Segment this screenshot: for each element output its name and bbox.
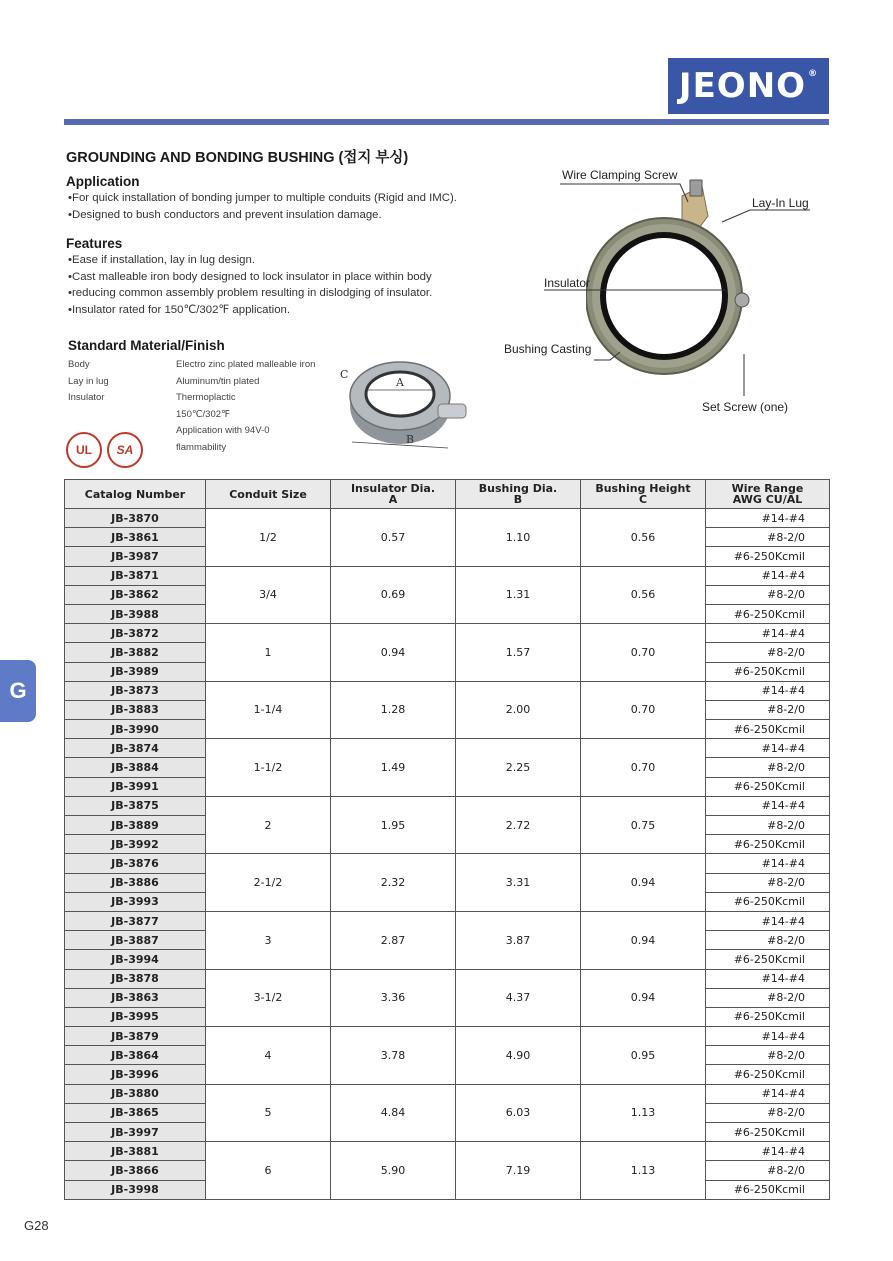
header-catalog-number: Catalog Number xyxy=(65,480,206,509)
catalog-number-cell: JB-3990 xyxy=(65,720,206,739)
catalog-number-cell: JB-3994 xyxy=(65,950,206,969)
catalog-number-cell: JB-3989 xyxy=(65,662,206,681)
insulator-dia-cell: 1.28 xyxy=(331,681,456,739)
material-row xyxy=(68,407,326,424)
material-value: Application with 94V-0 xyxy=(176,425,270,436)
bushing-dia-cell: 1.31 xyxy=(456,566,581,624)
table-body xyxy=(65,509,830,1200)
insulator-dia-cell: 0.69 xyxy=(331,566,456,624)
features-heading: Features xyxy=(66,236,123,251)
catalog-number-cell: JB-3995 xyxy=(65,1007,206,1026)
bushing-dimension-drawing xyxy=(338,348,478,456)
table-row xyxy=(65,566,830,585)
wire-range-cell: #6-250Kcmil xyxy=(706,1065,830,1084)
wire-range-cell: #14-#4 xyxy=(706,796,830,815)
bushing-height-cell: 0.70 xyxy=(581,624,706,682)
wire-range-cell: #14-#4 xyxy=(706,1142,830,1161)
conduit-size-cell: 5 xyxy=(206,1084,331,1142)
conduit-size-cell: 3 xyxy=(206,911,331,969)
catalog-number-cell: JB-3863 xyxy=(65,988,206,1007)
wire-range-cell: #6-250Kcmil xyxy=(706,547,830,566)
wire-range-cell: #6-250Kcmil xyxy=(706,720,830,739)
insulator-dia-cell: 1.49 xyxy=(331,739,456,797)
conduit-size-cell: 2-1/2 xyxy=(206,854,331,912)
page-number: G28 xyxy=(24,1218,49,1233)
catalog-number-cell: JB-3886 xyxy=(65,873,206,892)
table-header-row xyxy=(65,480,830,509)
csa-text: SA xyxy=(116,443,134,457)
material-row xyxy=(68,423,326,440)
catalog-number-cell: JB-3887 xyxy=(65,931,206,950)
wire-range-cell: #14-#4 xyxy=(706,566,830,585)
wire-range-cell: #6-250Kcmil xyxy=(706,1123,830,1142)
table-row xyxy=(65,854,830,873)
catalog-number-cell: JB-3879 xyxy=(65,1027,206,1046)
material-value: Thermoplactic xyxy=(176,392,236,403)
wire-range-cell: #6-250Kcmil xyxy=(706,604,830,623)
bushing-dia-cell: 3.31 xyxy=(456,854,581,912)
wire-range-cell: #14-#4 xyxy=(706,509,830,528)
callout-set-screw: Set Screw (one) xyxy=(702,400,789,414)
catalog-number-cell: JB-3864 xyxy=(65,1046,206,1065)
catalog-number-cell: JB-3882 xyxy=(65,643,206,662)
catalog-number-cell: JB-3866 xyxy=(65,1161,206,1180)
csa-cert-icon xyxy=(107,432,143,468)
wire-range-cell: #6-250Kcmil xyxy=(706,1180,830,1199)
material-key: Insulator xyxy=(68,392,105,403)
conduit-size-cell: 3/4 xyxy=(206,566,331,624)
list-item: • For quick installation of bonding jumper to multiple conduits (Rigid and IMC). xyxy=(68,190,508,207)
callout-lay-in-lug: Lay-In Lug xyxy=(752,196,809,210)
catalog-number-cell: JB-3861 xyxy=(65,528,206,547)
table-row xyxy=(65,969,830,988)
catalog-number-cell: JB-3862 xyxy=(65,585,206,604)
wire-range-cell: #8-2/0 xyxy=(706,1103,830,1122)
brand-name: JEONO xyxy=(678,66,807,106)
catalog-number-cell: JB-3996 xyxy=(65,1065,206,1084)
wire-range-cell: #6-250Kcmil xyxy=(706,777,830,796)
bushing-dia-cell: 2.72 xyxy=(456,796,581,854)
bushing-height-cell: 0.70 xyxy=(581,681,706,739)
wire-range-cell: #8-2/0 xyxy=(706,528,830,547)
bushing-dia-cell: 1.10 xyxy=(456,509,581,567)
wire-range-cell: #6-250Kcmil xyxy=(706,892,830,911)
material-row xyxy=(68,390,326,407)
spec-table xyxy=(64,479,830,1200)
list-item: • Insulator rated for 150℃/302℉ application. xyxy=(68,302,508,319)
bushing-height-cell: 1.13 xyxy=(581,1084,706,1142)
bushing-height-cell: 0.75 xyxy=(581,796,706,854)
table-row xyxy=(65,624,830,643)
conduit-size-cell: 6 xyxy=(206,1142,331,1200)
catalog-number-cell: JB-3992 xyxy=(65,835,206,854)
insulator-dia-cell: 2.32 xyxy=(331,854,456,912)
wire-range-cell: #6-250Kcmil xyxy=(706,1007,830,1026)
conduit-size-cell: 1 xyxy=(206,624,331,682)
bushing-height-cell: 1.13 xyxy=(581,1142,706,1200)
material-value: 150℃/302℉ xyxy=(176,408,231,420)
catalog-number-cell: JB-3870 xyxy=(65,509,206,528)
ul-cert-icon xyxy=(66,432,102,468)
wire-range-cell: #6-250Kcmil xyxy=(706,835,830,854)
bushing-dia-cell: 4.37 xyxy=(456,969,581,1027)
bushing-height-cell: 0.94 xyxy=(581,854,706,912)
wire-range-cell: #14-#4 xyxy=(706,854,830,873)
bushing-dia-cell: 1.57 xyxy=(456,624,581,682)
catalog-number-cell: JB-3878 xyxy=(65,969,206,988)
insulator-dia-cell: 3.36 xyxy=(331,969,456,1027)
table-row xyxy=(65,1142,830,1161)
insulator-dia-cell: 5.90 xyxy=(331,1142,456,1200)
conduit-size-cell: 4 xyxy=(206,1027,331,1085)
material-heading: Standard Material/Finish xyxy=(68,338,225,353)
callout-insulator: Insulator xyxy=(544,276,591,290)
material-value: flammability xyxy=(176,441,227,453)
application-heading: Application xyxy=(66,174,140,189)
catalog-number-cell: JB-3987 xyxy=(65,547,206,566)
wire-range-cell: #14-#4 xyxy=(706,1084,830,1103)
wire-range-cell: #8-2/0 xyxy=(706,931,830,950)
table-row xyxy=(65,911,830,930)
wire-range-cell: #6-250Kcmil xyxy=(706,950,830,969)
wire-range-cell: #14-#4 xyxy=(706,969,830,988)
list-item: • Designed to bush conductors and prevent insulation damage. xyxy=(68,207,508,224)
dim-a-label: A xyxy=(396,376,404,389)
table-row xyxy=(65,1027,830,1046)
material-row xyxy=(68,374,326,391)
dim-b-label: B xyxy=(406,433,415,446)
bushing-height-cell: 0.70 xyxy=(581,739,706,797)
header-bushing-height: Bushing Height C xyxy=(581,480,706,509)
callout-bushing-casting: Bushing Casting xyxy=(504,342,592,356)
section-tab[interactable]: G xyxy=(0,660,36,722)
material-row xyxy=(68,357,326,374)
catalog-number-cell: JB-3988 xyxy=(65,604,206,623)
material-value: Electro zinc plated malleable iron xyxy=(176,359,316,370)
table-row xyxy=(65,509,830,528)
conduit-size-cell: 2 xyxy=(206,796,331,854)
page-title: GROUNDING AND BONDING BUSHING (접지 부싱) xyxy=(66,150,409,166)
catalog-number-cell: JB-3998 xyxy=(65,1180,206,1199)
catalog-number-cell: JB-3880 xyxy=(65,1084,206,1103)
wire-range-cell: #8-2/0 xyxy=(706,1161,830,1180)
header-bushing-dia: Bushing Dia. B xyxy=(456,480,581,509)
insulator-dia-cell: 1.95 xyxy=(331,796,456,854)
catalog-number-cell: JB-3865 xyxy=(65,1103,206,1122)
bushing-height-cell: 0.94 xyxy=(581,911,706,969)
material-list xyxy=(68,357,326,456)
header-conduit-size: Conduit Size xyxy=(206,480,331,509)
catalog-number-cell: JB-3884 xyxy=(65,758,206,777)
catalog-number-cell: JB-3871 xyxy=(65,566,206,585)
wire-range-cell: #6-250Kcmil xyxy=(706,662,830,681)
bushing-dia-cell: 2.25 xyxy=(456,739,581,797)
material-key: Body xyxy=(68,359,90,370)
insulator-dia-cell: 4.84 xyxy=(331,1084,456,1142)
list-item: • reducing common assembly problem resulting in dislodging of insulator. xyxy=(68,285,508,302)
wire-range-cell: #8-2/0 xyxy=(706,758,830,777)
bushing-dia-cell: 4.90 xyxy=(456,1027,581,1085)
bushing-dia-cell: 7.19 xyxy=(456,1142,581,1200)
bushing-height-cell: 0.56 xyxy=(581,509,706,567)
insulator-dia-cell: 0.57 xyxy=(331,509,456,567)
catalog-number-cell: JB-3873 xyxy=(65,681,206,700)
conduit-size-cell: 1-1/4 xyxy=(206,681,331,739)
material-key xyxy=(68,407,176,424)
wire-range-cell: #14-#4 xyxy=(706,681,830,700)
catalog-number-cell: JB-3993 xyxy=(65,892,206,911)
bushing-height-cell: 0.56 xyxy=(581,566,706,624)
bushing-dia-cell: 2.00 xyxy=(456,681,581,739)
catalog-number-cell: JB-3876 xyxy=(65,854,206,873)
wire-range-cell: #8-2/0 xyxy=(706,585,830,604)
registered-mark: ® xyxy=(808,69,819,79)
table-row xyxy=(65,1084,830,1103)
catalog-number-cell: JB-3875 xyxy=(65,796,206,815)
bushing-height-cell: 0.94 xyxy=(581,969,706,1027)
wire-range-cell: #8-2/0 xyxy=(706,873,830,892)
catalog-number-cell: JB-3874 xyxy=(65,739,206,758)
dim-c-label: C xyxy=(340,368,349,381)
bushing-dia-cell: 6.03 xyxy=(456,1084,581,1142)
conduit-size-cell: 1/2 xyxy=(206,509,331,567)
material-key: Lay in lug xyxy=(68,375,109,387)
catalog-number-cell: JB-3877 xyxy=(65,911,206,930)
header-wire-range: Wire Range AWG CU/AL xyxy=(706,480,830,509)
ul-text: UL xyxy=(76,443,92,457)
wire-range-cell: #8-2/0 xyxy=(706,643,830,662)
header-insulator-dia: Insulator Dia. A xyxy=(331,480,456,509)
bushing-dia-cell: 3.87 xyxy=(456,911,581,969)
material-value: Aluminum/tin plated xyxy=(176,375,260,387)
wire-range-cell: #14-#4 xyxy=(706,739,830,758)
wire-range-cell: #8-2/0 xyxy=(706,816,830,835)
bushing-lug xyxy=(438,404,466,418)
bushing-height-cell: 0.95 xyxy=(581,1027,706,1085)
insulator-dia-cell: 2.87 xyxy=(331,911,456,969)
wire-range-cell: #8-2/0 xyxy=(706,1046,830,1065)
brand-logo xyxy=(668,58,829,114)
list-item: • Cast malleable iron body designed to lock insulator in place within body xyxy=(68,269,508,286)
table-row xyxy=(65,796,830,815)
wire-range-cell: #14-#4 xyxy=(706,624,830,643)
catalog-number-cell: JB-3889 xyxy=(65,816,206,835)
wire-range-cell: #8-2/0 xyxy=(706,700,830,719)
callout-lines xyxy=(540,176,830,416)
catalog-number-cell: JB-3881 xyxy=(65,1142,206,1161)
insulator-dia-cell: 0.94 xyxy=(331,624,456,682)
wire-range-cell: #14-#4 xyxy=(706,911,830,930)
wire-range-cell: #8-2/0 xyxy=(706,988,830,1007)
conduit-size-cell: 1-1/2 xyxy=(206,739,331,797)
features-list xyxy=(68,252,508,318)
header-rule xyxy=(64,119,829,125)
catalog-number-cell: JB-3997 xyxy=(65,1123,206,1142)
conduit-size-cell: 3-1/2 xyxy=(206,969,331,1027)
catalog-number-cell: JB-3872 xyxy=(65,624,206,643)
application-list xyxy=(68,190,508,223)
table-row xyxy=(65,739,830,758)
wire-range-cell: #14-#4 xyxy=(706,1027,830,1046)
table-row xyxy=(65,681,830,700)
catalog-number-cell: JB-3991 xyxy=(65,777,206,796)
callout-wire-clamping-screw: Wire Clamping Screw xyxy=(562,168,678,182)
catalog-number-cell: JB-3883 xyxy=(65,700,206,719)
list-item: • Ease if installation, lay in lug design. xyxy=(68,252,508,269)
insulator-dia-cell: 3.78 xyxy=(331,1027,456,1085)
